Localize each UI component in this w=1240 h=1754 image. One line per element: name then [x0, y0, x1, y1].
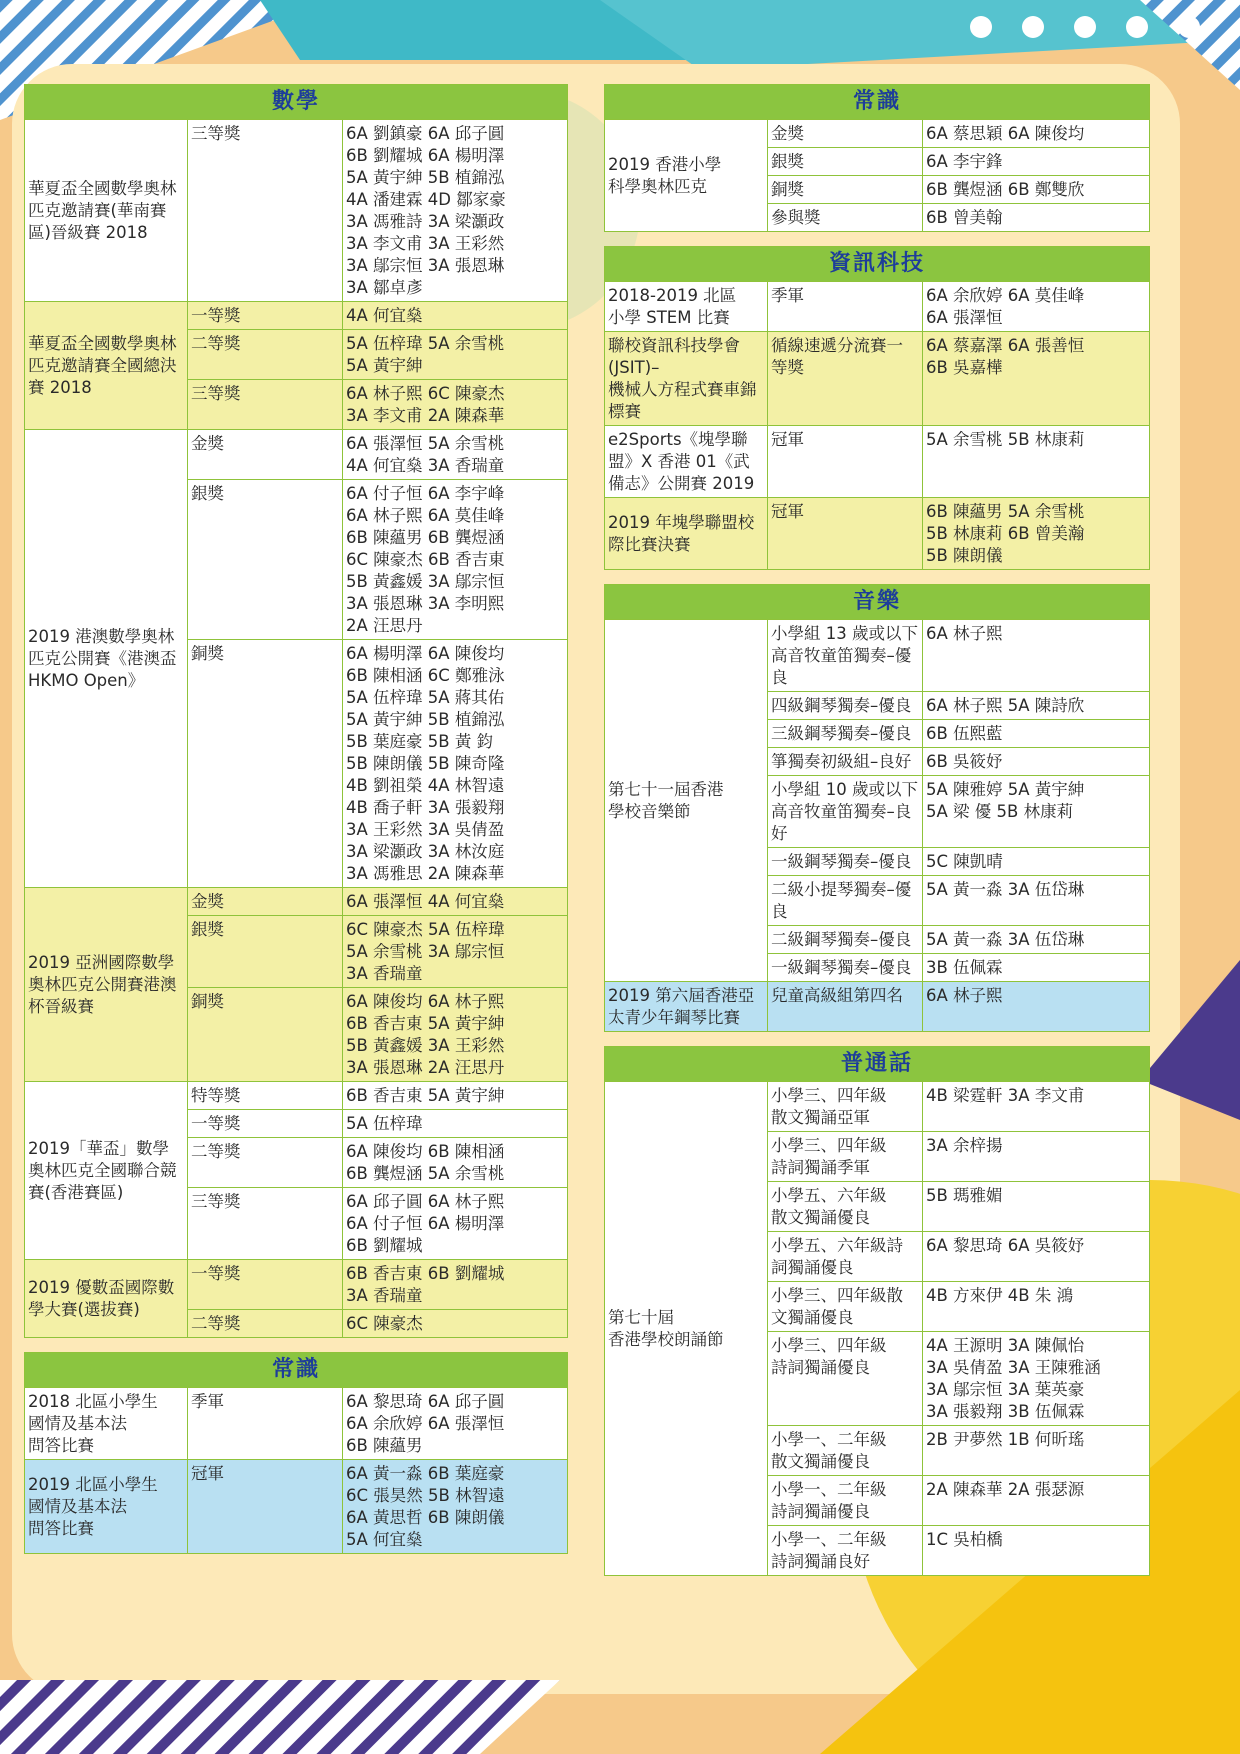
competition-name: 華夏盃全國數學奧林匹克邀請賽(華南賽區)晉級賽 2018: [25, 120, 188, 302]
winner-names: 6B 吳筱妤: [923, 748, 1150, 776]
competition-name: 聯校資訊科技學會(JSIT)– 機械人方程式賽車錦標賽: [605, 332, 768, 426]
award-section: [604, 584, 1150, 1032]
winner-names: 6A 邱子圓 6A 林子熙 6A 付子恒 6A 楊明澤 6B 劉耀城: [343, 1188, 568, 1260]
winner-names: 6C 陳豪杰: [343, 1310, 568, 1338]
award-level: 金獎: [768, 120, 923, 148]
winner-names: 5A 黃一淼 3A 伍岱琳: [923, 926, 1150, 954]
award-level: 季軍: [188, 1388, 343, 1460]
award-level: 金獎: [188, 888, 343, 916]
award-level: 小學三、四年級散文獨誦優良: [768, 1282, 923, 1332]
award-level: 冠軍: [768, 426, 923, 498]
winner-names: 5A 伍梓瑋 5A 余雪桃 5A 黃宇紳: [343, 330, 568, 380]
competition-name: 2019「華盃」數學奧林匹克全國聯合競賽(香港賽區): [25, 1082, 188, 1260]
table-row: [605, 426, 1150, 498]
competition-name: 第七十一屆香港 學校音樂節: [605, 620, 768, 982]
award-section: [24, 84, 568, 1338]
winner-names: 6A 張澤恒 4A 何宜燊: [343, 888, 568, 916]
winner-names: 2A 陳森華 2A 張瑟源: [923, 1476, 1150, 1526]
winner-names: 6A 林子熙 6C 陳豪杰 3A 李文甫 2A 陳森華: [343, 380, 568, 430]
award-level: 兒童高級組第四名: [768, 982, 923, 1032]
award-level: 二等獎: [188, 1310, 343, 1338]
winner-names: 1C 吳柏橋: [923, 1526, 1150, 1576]
winner-names: 6A 林子熙: [923, 982, 1150, 1032]
winner-names: 6B 龔煜涵 6B 鄭雙欣: [923, 176, 1150, 204]
competition-name: 2018 北區小學生 國情及基本法 問答比賽: [25, 1388, 188, 1460]
award-level: 一等獎: [188, 1260, 343, 1310]
award-level: 冠軍: [768, 498, 923, 570]
winner-names: 5A 陳雅婷 5A 黃宇紳 5A 梁 優 5B 林康莉: [923, 776, 1150, 848]
award-level: 三等獎: [188, 1188, 343, 1260]
award-level: 冠軍: [188, 1460, 343, 1554]
table-row: [25, 430, 568, 480]
winner-names: 6A 黃一淼 6B 葉庭豪 6C 張昊然 5B 林智遠 6A 黃思哲 6B 陳朗儀 5A 何宜燊: [343, 1460, 568, 1554]
award-level: 箏獨奏初級組–良好: [768, 748, 923, 776]
table-row: [605, 1082, 1150, 1132]
competition-name: 第七十屆 香港學校朗誦節: [605, 1082, 768, 1576]
award-level: 循線速遞分流賽一等獎: [768, 332, 923, 426]
award-level: 一等獎: [188, 302, 343, 330]
table-row: [25, 302, 568, 330]
winner-names: 6A 黎思琦 6A 邱子圓 6A 余欣婷 6A 張澤恒 6B 陳蘊男: [343, 1388, 568, 1460]
winner-names: 5A 伍梓瑋: [343, 1110, 568, 1138]
competition-name: 2019 香港小學 科學奧林匹克: [605, 120, 768, 232]
competition-name: 2019 年塊學聯盟校際比賽決賽: [605, 498, 768, 570]
award-table: [604, 84, 1150, 232]
award-level: 銀獎: [188, 916, 343, 988]
section-title: 音樂: [605, 585, 1150, 620]
section-title: 資訊科技: [605, 247, 1150, 282]
winner-names: 6A 陳俊均 6A 林子熙 6B 香吉東 5A 黃宇紳 5B 黃鑫媛 3A 王彩然 3A 張恩琳 2A 汪思丹: [343, 988, 568, 1082]
award-level: 小學三、四年級 散文獨誦亞軍: [768, 1082, 923, 1132]
dot-icon: [970, 16, 992, 38]
award-level: 小學組 10 歲或以下高音牧童笛獨奏–良好: [768, 776, 923, 848]
award-level: 三等獎: [188, 120, 343, 302]
award-level: 三級鋼琴獨奏–優良: [768, 720, 923, 748]
winner-names: 2B 尹夢然 1B 何昕瑤: [923, 1426, 1150, 1476]
winner-names: 6B 曾美翰: [923, 204, 1150, 232]
award-level: 銀獎: [188, 480, 343, 640]
table-row: [25, 1460, 568, 1554]
winner-names: 6A 楊明澤 6A 陳俊均 6B 陳相涵 6C 鄭雅泳 5A 伍梓瑋 5A 蔣其佑 5A 黃宇紳 5B 植錦泓 5B 葉庭豪 5B 黃 鈞 5B 陳朗儀 5B 陳奇隆 4B 劉祖榮 4A 林智遠 4B 喬子軒 3A 張毅翔 3A 王彩然 3A 吳倩盈 3A 梁灝政 3A 林汝庭 3A 馮雅思 2A 陳森華: [343, 640, 568, 888]
winner-names: 6A 蔡思穎 6A 陳俊均: [923, 120, 1150, 148]
dot-icon: [1178, 16, 1200, 38]
award-level: 銅獎: [188, 988, 343, 1082]
award-level: 小學五、六年級詩詞獨誦優良: [768, 1232, 923, 1282]
decorative-dots: [970, 16, 1200, 38]
award-level: 小學一、二年級 散文獨誦優良: [768, 1426, 923, 1476]
award-section: [24, 1352, 568, 1554]
right-column: [604, 84, 1150, 1590]
award-section: [604, 1046, 1150, 1576]
award-level: 參與獎: [768, 204, 923, 232]
winner-names: 6B 伍熙藍: [923, 720, 1150, 748]
competition-name: 2019 第六屆香港亞太青少年鋼琴比賽: [605, 982, 768, 1032]
competition-name: 華夏盃全國數學奧林匹克邀請賽全國總決賽 2018: [25, 302, 188, 430]
winner-names: 4B 方來伊 4B 朱 鴻: [923, 1282, 1150, 1332]
table-row: [25, 1388, 568, 1460]
award-level: 小學五、六年級 散文獨誦優良: [768, 1182, 923, 1232]
award-section: [604, 84, 1150, 232]
winner-names: 4B 梁霆軒 3A 李文甫: [923, 1082, 1150, 1132]
award-table: [604, 584, 1150, 1032]
winner-names: 6B 香吉東 6B 劉耀城 3A 香瑞童: [343, 1260, 568, 1310]
table-row: [25, 1260, 568, 1310]
award-level: 一等獎: [188, 1110, 343, 1138]
winner-names: 6A 黎思琦 6A 吳筱妤: [923, 1232, 1150, 1282]
award-table: [604, 246, 1150, 570]
award-level: 二級鋼琴獨奏–優良: [768, 926, 923, 954]
table-row: [605, 498, 1150, 570]
award-level: 四級鋼琴獨奏–優良: [768, 692, 923, 720]
table-row: [605, 620, 1150, 692]
award-level: 特等獎: [188, 1082, 343, 1110]
winner-names: 3B 伍佩霖: [923, 954, 1150, 982]
dot-icon: [1126, 16, 1148, 38]
winner-names: 5A 黃一淼 3A 伍岱琳: [923, 876, 1150, 926]
section-title: 常識: [25, 1353, 568, 1388]
award-level: 小學一、二年級 詩詞獨誦優良: [768, 1476, 923, 1526]
award-level: 銀獎: [768, 148, 923, 176]
table-row: [25, 888, 568, 916]
award-level: 二等獎: [188, 1138, 343, 1188]
winner-names: 6A 林子熙: [923, 620, 1150, 692]
winner-names: 4A 何宜燊: [343, 302, 568, 330]
left-column: [24, 84, 568, 1568]
dot-icon: [1022, 16, 1044, 38]
competition-name: 2019 優數盃國際數學大賽(選拔賽): [25, 1260, 188, 1338]
winner-names: 6C 陳豪杰 5A 伍梓瑋 5A 余雪桃 3A 鄔宗恒 3A 香瑞童: [343, 916, 568, 988]
dot-icon: [1074, 16, 1096, 38]
competition-name: 2019 北區小學生 國情及基本法 問答比賽: [25, 1460, 188, 1554]
section-title: 普通話: [605, 1047, 1150, 1082]
winner-names: 6A 劉鎮豪 6A 邱子圓 6B 劉耀城 6A 楊明澤 5A 黃宇紳 5B 植錦泓 4A 潘建霖 4D 鄒家豪 3A 馮雅詩 3A 梁灝政 3A 李文甫 3A 王彩然 3A 鄔宗恒 3A 張恩琳 3A 鄒卓彥: [343, 120, 568, 302]
table-row: [605, 120, 1150, 148]
winner-names: 6B 陳蘊男 5A 余雪桃 5B 林康莉 6B 曾美瀚 5B 陳朗儀: [923, 498, 1150, 570]
winner-names: 6A 蔡嘉澤 6A 張善恒 6B 吳嘉樺: [923, 332, 1150, 426]
competition-name: e2Sports《塊學聯盟》X 香港 01《武備志》公開賽 2019: [605, 426, 768, 498]
award-level: 一級鋼琴獨奏–優良: [768, 848, 923, 876]
award-level: 小學組 13 歲或以下高音牧童笛獨奏–優良: [768, 620, 923, 692]
competition-name: 2019 亞洲國際數學奧林匹克公開賽港澳杯晉級賽: [25, 888, 188, 1082]
winner-names: 6B 香吉東 5A 黃宇紳: [343, 1082, 568, 1110]
table-row: [605, 282, 1150, 332]
winner-names: 3A 余梓揚: [923, 1132, 1150, 1182]
winner-names: 5A 余雪桃 5B 林康莉: [923, 426, 1150, 498]
winner-names: 6A 張澤恒 5A 余雪桃 4A 何宜燊 3A 香瑞童: [343, 430, 568, 480]
winner-names: 6A 余欣婷 6A 莫佳峰 6A 張澤恒: [923, 282, 1150, 332]
award-section: [604, 246, 1150, 570]
award-level: 季軍: [768, 282, 923, 332]
competition-name: 2019 港澳數學奧林匹克公開賽《港澳盃 HKMO Open》: [25, 430, 188, 888]
award-table: [24, 84, 568, 1338]
table-row: [605, 332, 1150, 426]
award-level: 小學三、四年級 詩詞獨誦季軍: [768, 1132, 923, 1182]
table-row: [25, 1082, 568, 1110]
winner-names: 4A 王源明 3A 陳佩怡 3A 吳倩盈 3A 王陳雅涵 3A 鄔宗恒 3A 葉英豪 3A 張毅翔 3B 伍佩霖: [923, 1332, 1150, 1426]
award-table: [24, 1352, 568, 1554]
award-level: 小學三、四年級 詩詞獨誦優良: [768, 1332, 923, 1426]
winner-names: 6A 李宇鋒: [923, 148, 1150, 176]
table-row: [605, 982, 1150, 1032]
competition-name: 2018-2019 北區 小學 STEM 比賽: [605, 282, 768, 332]
winner-names: 5C 陳凱晴: [923, 848, 1150, 876]
table-row: [25, 120, 568, 302]
award-level: 金獎: [188, 430, 343, 480]
section-title: 數學: [25, 85, 568, 120]
award-table: [604, 1046, 1150, 1576]
winner-names: 6A 林子熙 5A 陳詩欣: [923, 692, 1150, 720]
award-level: 銅獎: [188, 640, 343, 888]
winner-names: 5B 瑪雅媚: [923, 1182, 1150, 1232]
section-title: 常識: [605, 85, 1150, 120]
award-level: 銅獎: [768, 176, 923, 204]
award-level: 小學一、二年級 詩詞獨誦良好: [768, 1526, 923, 1576]
award-level: 二級小提琴獨奏–優良: [768, 876, 923, 926]
award-level: 一級鋼琴獨奏–優良: [768, 954, 923, 982]
award-level: 二等獎: [188, 330, 343, 380]
award-level: 三等獎: [188, 380, 343, 430]
winner-names: 6A 陳俊均 6B 陳相涵 6B 龔煜涵 5A 余雪桃: [343, 1138, 568, 1188]
winner-names: 6A 付子恒 6A 李宇峰 6A 林子熙 6A 莫佳峰 6B 陳蘊男 6B 龔煜涵 6C 陳豪杰 6B 香吉東 5B 黃鑫媛 3A 鄔宗恒 3A 張恩琳 3A 李明熙 2A 汪思丹: [343, 480, 568, 640]
